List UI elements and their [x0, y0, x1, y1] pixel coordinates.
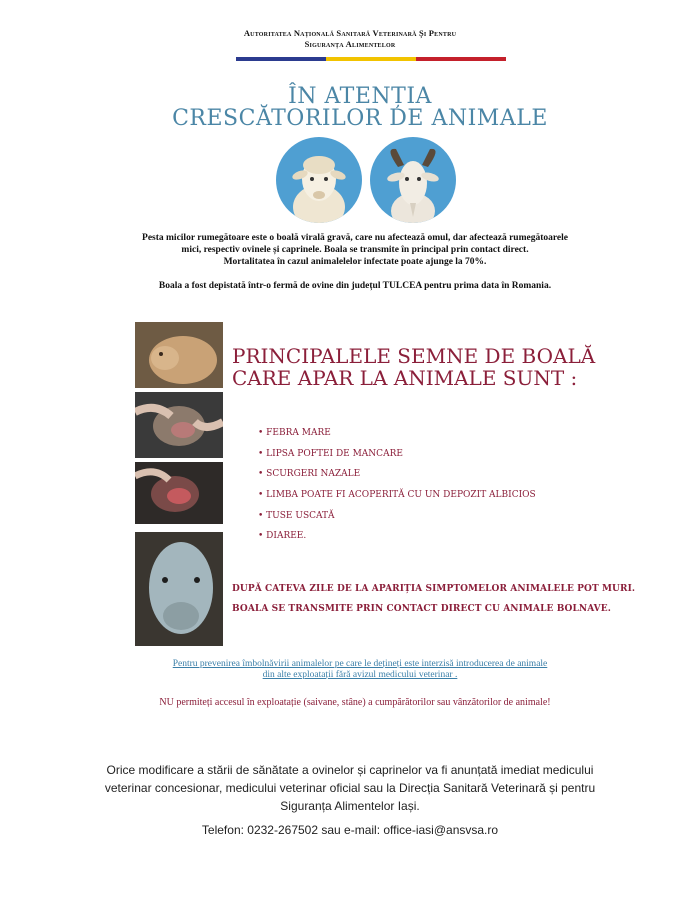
- no-access-warning: NU permiteți accesul în exploatație (saivane, stâne) a cumpărătorilor sau vânzătorilor de animale!: [159, 697, 551, 708]
- sheep-image: [276, 137, 362, 223]
- prevention-note: [110, 659, 610, 681]
- flag-bar: [236, 57, 506, 61]
- notice-line-3: Siguranța Alimentelor Iași.: [280, 799, 420, 813]
- flag-blue: [236, 57, 326, 61]
- flag-yellow: [326, 57, 416, 61]
- title-line-2: CRESCĂTORILOR DE ANIMALE: [172, 106, 548, 131]
- intro-paragraph: [110, 232, 600, 268]
- mouth-lesion-photo-1: [135, 392, 223, 458]
- intro-line-3: Mortalitatea în cazul animalelelor infectate poate ajunge la 70%.: [223, 257, 487, 267]
- signs-heading: [232, 345, 612, 389]
- list-item: • LIMBA POATE FI ACOPERITĂ CU UN DEPOZIT ALBICIOS: [258, 490, 536, 501]
- prevention-line-1: Pentru prevenirea îmbolnăvirii animalelor pe care le dețineți este interzisă introducerea de animale: [172, 659, 548, 669]
- list-item: • SCURGERI NAZALE: [258, 469, 361, 480]
- notice-line-2: veterinar concesionar, medicului veterinar oficial sau la Direcția Sanitară Veterinară și pentru: [104, 781, 596, 795]
- detection-note: Boala a fost depistată într-o fermă de ovine din județul TULCEA pentru prima data în Romania.: [158, 281, 552, 291]
- title-line-1: ÎN ATENȚIA: [288, 84, 432, 109]
- sick-sheep-photo: [135, 322, 223, 388]
- list-item: • DIAREE.: [258, 531, 307, 542]
- intro-line-1: Pesta micilor rumegătoare este o boală virală gravă, care nu afectează omul, dar afectează rumegătoarele: [142, 233, 568, 243]
- goat-image: [370, 137, 456, 223]
- signs-heading-line-1: PRINCIPALELE SEMNE DE BOALĂ: [232, 344, 596, 368]
- signs-heading-line-2: CARE APAR LA ANIMALE SUNT :: [232, 366, 578, 390]
- symptom-list: [258, 428, 536, 552]
- notice-paragraph: [95, 761, 605, 815]
- contact-line: Telefon: 0232-267502 sau e-mail: office-iasi@ansvsa.ro: [201, 823, 499, 837]
- authority-line-2: Siguranța Alimentelor: [304, 39, 396, 49]
- mortality-warning: DUPĂ CATEVA ZILE DE LA APARIȚIA SIMPTOMELOR ANIMALELE POT MURI.: [232, 584, 636, 594]
- nasal-discharge-photo: [135, 532, 223, 646]
- list-item: • TUSE USCATĂ: [258, 510, 335, 521]
- flag-red: [416, 57, 506, 61]
- intro-line-2: mici, respectiv ovinele și caprinele. Boala se transmite în principal prin contact direct.: [181, 245, 529, 255]
- transmission-warning: BOALA SE TRANSMITE PRIN CONTACT DIRECT CU ANIMALE BOLNAVE.: [232, 604, 611, 614]
- list-item: • LIPSA POFTEI DE MANCARE: [258, 448, 403, 459]
- authority-line-1: Autoritatea Națională Sanitară Veterinară Și Pentru: [243, 28, 457, 38]
- prevention-line-2: din alte exploatații fără avizul medicului veterinar .: [262, 670, 458, 680]
- notice-line-1: Orice modificare a stării de sănătate a ovinelor și caprinelor va fi anunțată imediat medicului: [106, 763, 594, 777]
- mouth-lesion-photo-2: [135, 462, 223, 524]
- authority-name: [180, 28, 520, 50]
- list-item: • FEBRA MARE: [258, 428, 331, 438]
